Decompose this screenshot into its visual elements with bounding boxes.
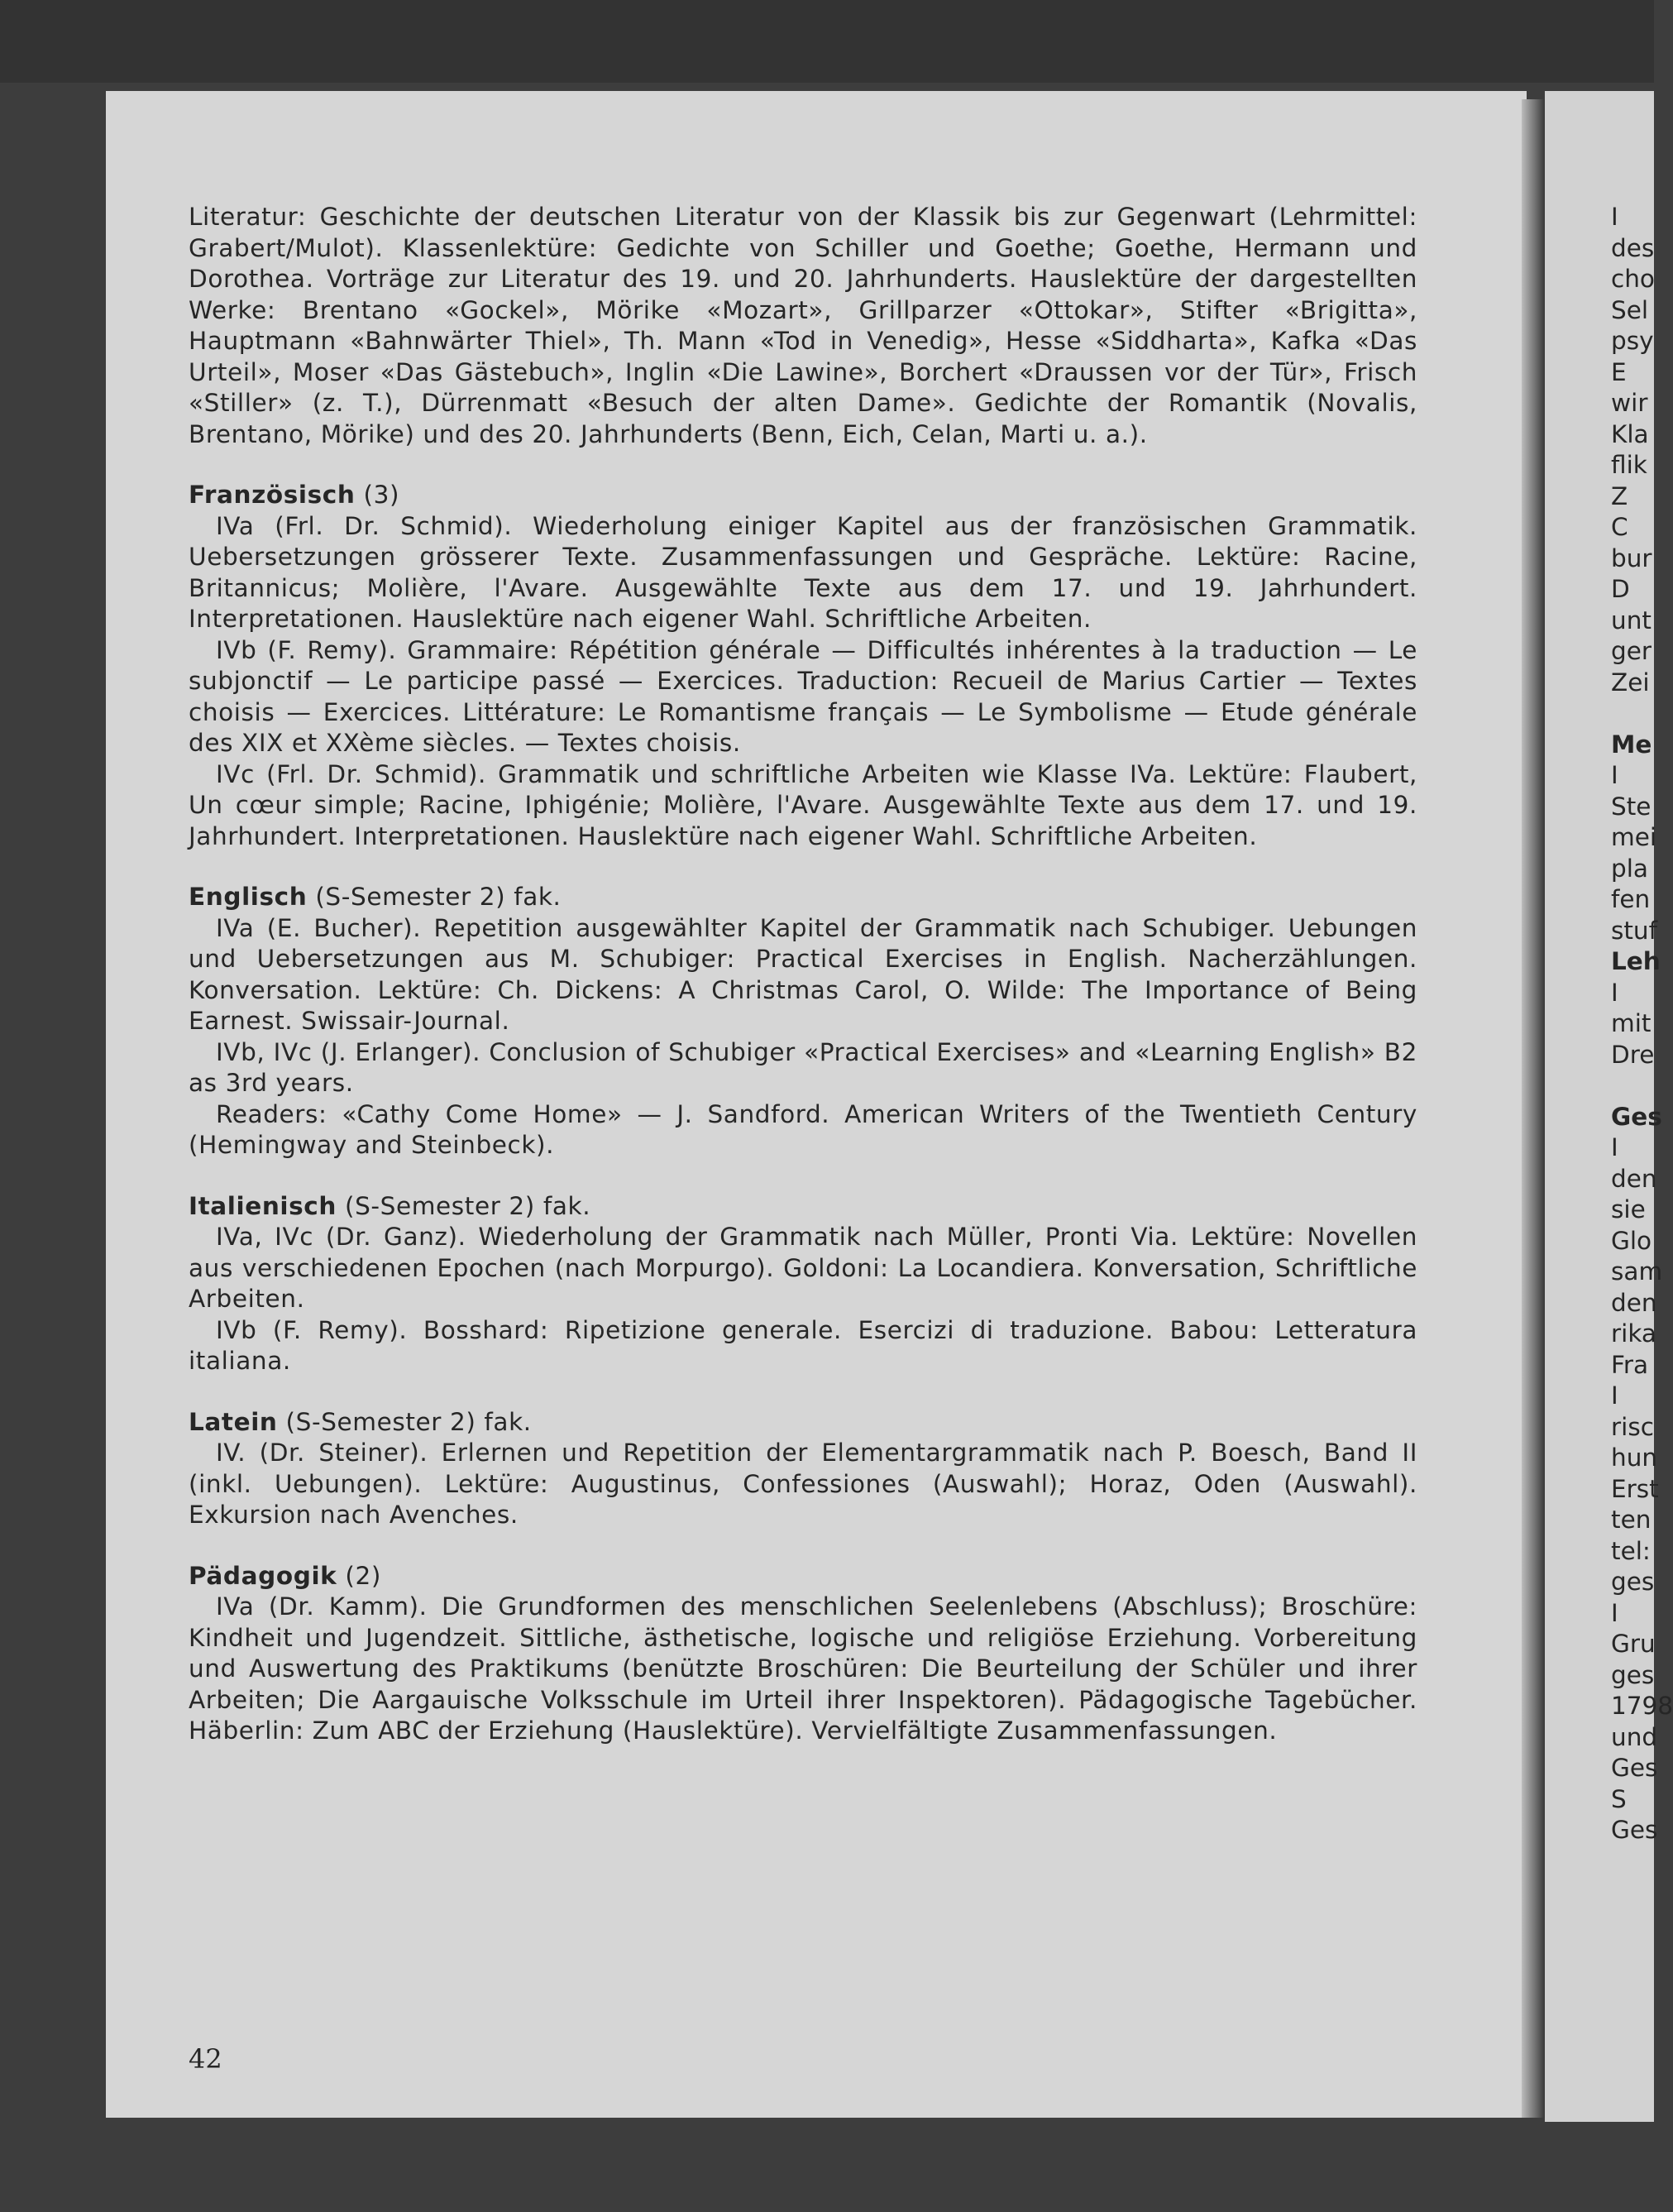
adjacent-page-fragment: I bbox=[1611, 1381, 1618, 1410]
section-heading bbox=[189, 480, 1417, 511]
adjacent-page-fragment: Ges bbox=[1611, 1816, 1658, 1844]
adjacent-page-fragment: E bbox=[1611, 357, 1627, 386]
adjacent-page-fragment: Erst bbox=[1611, 1474, 1659, 1503]
section-latein bbox=[189, 1407, 1417, 1531]
adjacent-page-fragment: Ges bbox=[1611, 1102, 1662, 1131]
page-content bbox=[189, 202, 1417, 1747]
section-paragraph: IVa (Frl. Dr. Schmid). Wiederholung einiger Kapitel aus der französischen Grammatik. Uebersetzungen grösserer Texte. Zusammenfassungen und Gespräche. Lektüre: Racine, Britannicus; Molière, l'Avare. Ausgewählte Texte aus dem 17. und 19. Jahrhundert. Interpretationen. Hauslektüre nach eigener Wahl. Schriftliche Arbeiten. bbox=[189, 511, 1417, 633]
book-gutter bbox=[1522, 99, 1546, 2118]
section-paragraph: IVb (F. Remy). Bosshard: Ripetizione generale. Esercizi di traduzione. Babou: Letteratura italiana. bbox=[189, 1315, 1417, 1375]
adjacent-page-fragment: Leh bbox=[1611, 947, 1661, 975]
section-title: Französisch bbox=[189, 481, 356, 509]
adjacent-page-fragment: S bbox=[1611, 1784, 1627, 1813]
section-meta: (S-Semester 2) fak. bbox=[315, 883, 562, 911]
adjacent-page-fragment: I bbox=[1611, 978, 1618, 1007]
section-title: Pädagogik bbox=[189, 1561, 337, 1590]
adjacent-page-fragment: C bbox=[1611, 513, 1628, 541]
section-meta: (3) bbox=[363, 481, 400, 509]
adjacent-page-fragment: Z bbox=[1611, 481, 1628, 510]
section-meta: (S-Semester 2) fak. bbox=[285, 1407, 532, 1436]
adjacent-page-fragment: wir bbox=[1611, 389, 1648, 417]
adjacent-page-fragment: flik bbox=[1611, 451, 1647, 479]
adjacent-page-fragment bbox=[1611, 1070, 1673, 1102]
section-title: Englisch bbox=[189, 883, 308, 911]
adjacent-page-fragment: ges bbox=[1611, 1660, 1655, 1689]
adjacent-page-fragment: 1798 bbox=[1611, 1692, 1673, 1720]
adjacent-page-fragment: Sel bbox=[1611, 295, 1649, 324]
adjacent-page-fragment: hun bbox=[1611, 1444, 1658, 1472]
adjacent-page-fragment: tel: bbox=[1611, 1536, 1651, 1565]
adjacent-page-fragment: Fra bbox=[1611, 1350, 1649, 1379]
scan-background bbox=[0, 0, 1654, 83]
adjacent-page-fragment: mei bbox=[1611, 823, 1657, 851]
section-paragraph: IVb (F. Remy). Grammaire: Répétition générale — Difficultés inhérentes à la traduction — Le subjonctif — Le participe passé — Exercices. Traduction: Recueil de Marius Cartier — Textes choisis — Exercices. Littérature: Le Romantisme français — Le Symbolisme — Etude générale des XIX et XXème siècles. — Textes choisis. bbox=[189, 635, 1417, 757]
adjacent-page-fragment: psy bbox=[1611, 327, 1654, 355]
adjacent-page-fragment: D bbox=[1611, 575, 1630, 603]
adjacent-page-fragment: I bbox=[1611, 1598, 1618, 1627]
page-number: 42 bbox=[189, 2043, 222, 2075]
adjacent-page-fragment: ges bbox=[1611, 1568, 1655, 1596]
adjacent-page-fragment: Kla bbox=[1611, 419, 1649, 448]
adjacent-page-text bbox=[1611, 202, 1673, 1846]
adjacent-page-fragment: sam bbox=[1611, 1257, 1663, 1286]
section-heading bbox=[189, 1407, 1417, 1439]
adjacent-page-fragment: cho bbox=[1611, 265, 1655, 293]
section-paragraph: IVb, IVc (J. Erlanger). Conclusion of Schubiger «Practical Exercises» and «Learning English» B2 as 3rd years. bbox=[189, 1037, 1417, 1097]
section-paragraph: IV. (Dr. Steiner). Erlernen und Repetition der Elementargrammatik nach P. Boesch, Band II (inkl. Uebungen). Lektüre: Augustinus, Confessiones (Auswahl); Horaz, Oden (Auswahl). Exkursion nach Avenches. bbox=[189, 1439, 1417, 1529]
adjacent-page-fragment: Gru bbox=[1611, 1630, 1656, 1658]
section-meta: (S-Semester 2) fak. bbox=[344, 1191, 591, 1220]
adjacent-page-fragment: Dre bbox=[1611, 1040, 1655, 1069]
adjacent-page-fragment bbox=[1611, 698, 1673, 730]
adjacent-page-fragment: Ges bbox=[1611, 1754, 1658, 1782]
adjacent-page-fragment: stuf bbox=[1611, 916, 1658, 945]
adjacent-page-fragment: des bbox=[1611, 233, 1655, 262]
section-paragraph: IVc (Frl. Dr. Schmid). Grammatik und schriftliche Arbeiten wie Klasse IVa. Lektüre: Flaubert, Un cœur simple; Racine, Iphigénie; Molière, l'Avare. Ausgewählte Texte aus dem 17. und 19. Jahrhundert. Interpretationen. Hauslektüre nach eigener Wahl. Schriftliche Arbeiten. bbox=[189, 759, 1417, 850]
adjacent-page-fragment: I bbox=[1611, 203, 1618, 231]
section-heading bbox=[189, 882, 1417, 913]
section-heading bbox=[189, 1191, 1417, 1223]
adjacent-page-fragment: mit bbox=[1611, 1009, 1651, 1037]
adjacent-page-fragment: rika bbox=[1611, 1319, 1656, 1348]
adjacent-page-fragment: risc bbox=[1611, 1412, 1654, 1441]
section-title: Italienisch bbox=[189, 1191, 337, 1220]
section-italienisch bbox=[189, 1191, 1417, 1377]
adjacent-page-fragment: unt bbox=[1611, 606, 1651, 634]
literature-paragraph: Literatur: Geschichte der deutschen Literatur von der Klassik bis zur Gegenwart (Lehrmittel: Grabert/Mulot). Klassenlektüre: Gedichte von Schiller und Goethe; Goethe, Hermann und Dorothea. Vorträge zur Literatur des 19. und 20. Jahrhunderts. Hauslektüre der dargestellten Werke: Brentano «Gockel», Mörike «Mozart», Grillparzer «Ottokar», Stifter «Brigitta», Hauptmann «Bahnwärter Thiel», Th. Mann «Tod in Venedig», Hesse «Siddharta», Kafka «Das Urteil», Moser «Das Gästebuch», Inglin «Die Lawine», Borchert «Draussen vor der Tür», Frisch «Stiller» (z. T.), Dürrenmatt «Besuch der alten Dame». Gedichte der Romantik (Novalis, Brentano, Mörike) und des 20. Jahrhunderts (Benn, Eich, Celan, Marti u. a.). bbox=[189, 203, 1417, 448]
adjacent-page-fragment: fen bbox=[1611, 885, 1651, 913]
adjacent-page-fragment: und bbox=[1611, 1722, 1658, 1751]
adjacent-page-fragment: sie bbox=[1611, 1195, 1646, 1223]
section-paragraph: Readers: «Cathy Come Home» — J. Sandford. American Writers of the Twentieth Century (Hemingway and Steinbeck). bbox=[189, 1099, 1417, 1159]
section-meta: (2) bbox=[345, 1561, 381, 1590]
adjacent-page-fragment: bur bbox=[1611, 543, 1652, 572]
adjacent-page-fragment: I bbox=[1611, 1133, 1618, 1161]
adjacent-page-fragment: I bbox=[1611, 761, 1618, 789]
adjacent-page-fragment: den bbox=[1611, 1288, 1657, 1317]
section-paedagogik bbox=[189, 1561, 1417, 1747]
adjacent-page-fragment: Zei bbox=[1611, 668, 1650, 697]
section-paragraph: IVa (E. Bucher). Repetition ausgewählter Kapitel der Grammatik nach Schubiger. Uebungen und Uebersetzungen aus M. Schubiger: Practical Exercises in English. Nacherzählungen. Konversation. Lektüre: Ch. Dickens: A Christmas Carol, O. Wilde: The Importance of Being Earnest. Swissair-Journal. bbox=[189, 913, 1417, 1035]
section-paragraph: IVa, IVc (Dr. Ganz). Wiederholung der Grammatik nach Müller, Pronti Via. Lektüre: Novellen aus verschiedenen Epochen (nach Morpurgo). Goldoni: La Locandiera. Konversation, Schriftliche Arbeiten. bbox=[189, 1223, 1417, 1313]
section-paragraph: IVa (Dr. Kamm). Die Grundformen des menschlichen Seelenlebens (Abschluss); Broschüre: Kindheit und Jugendzeit. Sittliche, ästhetische, logische und religiöse Erziehung. Vorbereitung und Auswertung des Praktikums (benützte Broschüren: Die Beurteilung der Schüler und ihrer Arbeiten; Die Aargauische Volksschule im Urteil ihrer Inspektoren). Pädagogische Tagebücher. Häberlin: Zum ABC der Erziehung (Hauslektüre). Vervielfältigte Zusammenfassungen. bbox=[189, 1592, 1417, 1745]
section-franzoesisch bbox=[189, 480, 1417, 852]
adjacent-page-fragment: den bbox=[1611, 1164, 1657, 1193]
adjacent-page-fragment: Me bbox=[1611, 730, 1652, 759]
adjacent-page-fragment: Glo bbox=[1611, 1226, 1652, 1255]
adjacent-page-fragment: ten bbox=[1611, 1506, 1651, 1534]
section-heading bbox=[189, 1561, 1417, 1592]
section-englisch bbox=[189, 882, 1417, 1161]
adjacent-page-fragment: Ste bbox=[1611, 792, 1651, 821]
adjacent-page-fragment: ger bbox=[1611, 637, 1652, 665]
section-title: Latein bbox=[189, 1407, 278, 1436]
adjacent-page-fragment: pla bbox=[1611, 854, 1648, 883]
